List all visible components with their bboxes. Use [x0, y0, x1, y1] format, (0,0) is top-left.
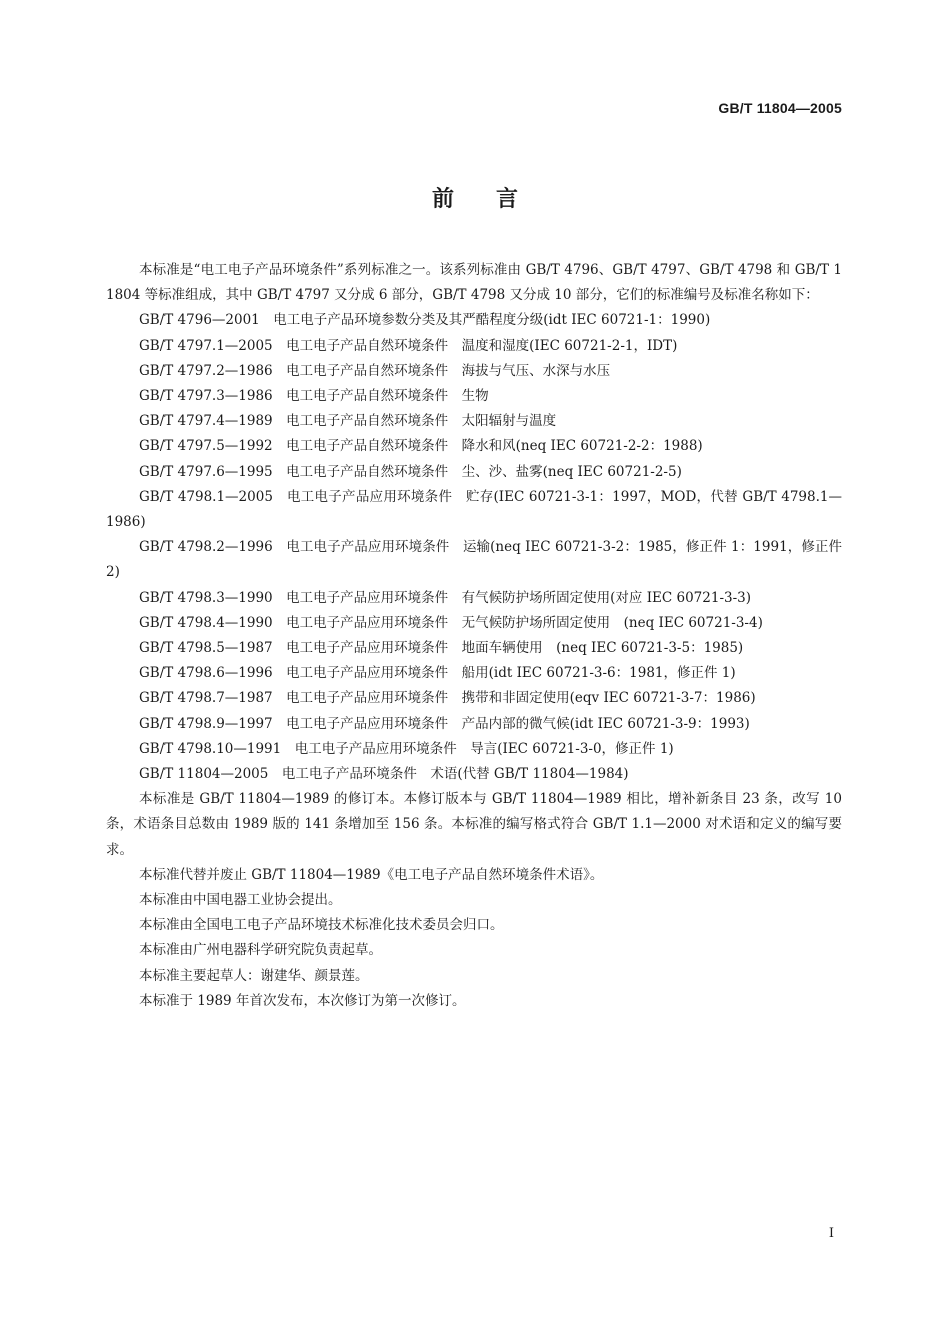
standard-list-item: GB/T 4798.10—1991 电工电子产品应用环境条件 导言(IEC 60721-3-0，修正件 1): [139, 740, 674, 757]
standard-list-item: GB/T 4798.2—1996 电工电子产品应用环境条件 运输(neq IEC 60721-3-2：1985，修正件 1：1991，修正件 2): [106, 539, 842, 581]
proposer-paragraph: 本标准由中国电器工业协会提出。: [139, 892, 342, 909]
standard-list-item: GB/T 11804—2005 电工电子产品环境条件 术语(代替 GB/T 11804—1984): [139, 766, 629, 783]
standard-list-item: GB/T 4797.3—1986 电工电子产品自然环境条件 生物: [139, 388, 489, 405]
standard-list-item: GB/T 4798.6—1996 电工电子产品应用环境条件 船用(idt IEC 60721-3-6：1981，修正件 1): [139, 665, 736, 682]
standard-list-item: GB/T 4796—2001 电工电子产品环境参数分类及其严酷程度分级(idt IEC 60721-1：1990): [139, 312, 711, 329]
drafter-org-paragraph: 本标准由广州电器科学研究院负责起草。: [139, 942, 382, 959]
standard-list-item: GB/T 4798.3—1990 电工电子产品应用环境条件 有气候防护场所固定使用(对应 IEC 60721-3-3): [139, 589, 752, 606]
standard-code: GB/T 11804—2005: [718, 100, 842, 116]
page-number: I: [828, 1226, 834, 1241]
drafters-paragraph: 本标准主要起草人：谢建华、颜景莲。: [139, 967, 369, 984]
standard-list-item: GB/T 4798.9—1997 电工电子产品应用环境条件 产品内部的微气候(idt IEC 60721-3-9：1993): [139, 715, 750, 732]
standard-list-item: GB/T 4797.4—1989 电工电子产品自然环境条件 太阳辐射与温度: [139, 413, 557, 430]
revision-paragraph: 本标准是 GB/T 11804—1989 的修订本。本修订版本与 GB/T 11804—1989 相比，增补新条目 23 条，改写 10 条，术语条目总数由 1989 版的 141 条增加至 156 条。本标准的编写格式符合 GB/T 1.1—2000 对术语和定义的编写要求。: [106, 791, 842, 858]
standard-list-item: GB/T 4798.4—1990 电工电子产品应用环境条件 无气候防护场所固定使用 (neq IEC 60721-3-4): [139, 614, 763, 631]
standard-list-item: GB/T 4797.2—1986 电工电子产品自然环境条件 海拔与气压、水深与水压: [139, 362, 611, 379]
standard-list-item: GB/T 4798.5—1987 电工电子产品应用环境条件 地面车辆使用 (neq IEC 60721-3-5：1985): [139, 640, 744, 657]
document-body: [106, 258, 842, 1014]
standard-list-item: GB/T 4797.5—1992 电工电子产品自然环境条件 降水和风(neq IEC 60721-2-2：1988): [139, 438, 703, 455]
standard-list-item: GB/T 4798.7—1987 电工电子产品应用环境条件 携带和非固定使用(eqv IEC 60721-3-7：1986): [139, 690, 756, 707]
intro-paragraph: 本标准是“电工电子产品环境条件”系列标准之一。该系列标准由 GB/T 4796、GB/T 4797、GB/T 4798 和 GB/T 11804 等标准组成，其中 GB/T 4797 又分成 6 部分，GB/T 4798 又分成 10 部分，它们的标准编号及标准名称如下：: [106, 262, 842, 304]
standard-list-item: GB/T 4797.6—1995 电工电子产品自然环境条件 尘、沙、盐雾(neq IEC 60721-2-5): [139, 463, 682, 480]
standard-list-item: GB/T 4797.1—2005 电工电子产品自然环境条件 温度和湿度(IEC 60721-2-1，IDT): [139, 337, 678, 354]
first-issue-paragraph: 本标准于 1989 年首次发布，本次修订为第一次修订。: [139, 992, 466, 1009]
page-title: 前言: [431, 187, 560, 212]
replace-paragraph: 本标准代替并废止 GB/T 11804—1989《电工电子产品自然环境条件术语》。: [139, 866, 604, 883]
centralized-paragraph: 本标准由全国电工电子产品环境技术标准化技术委员会归口。: [139, 917, 504, 934]
standard-list-item: GB/T 4798.1—2005 电工电子产品应用环境条件 贮存(IEC 60721-3-1：1997，MOD，代替 GB/T 4798.1—1986): [106, 488, 842, 531]
